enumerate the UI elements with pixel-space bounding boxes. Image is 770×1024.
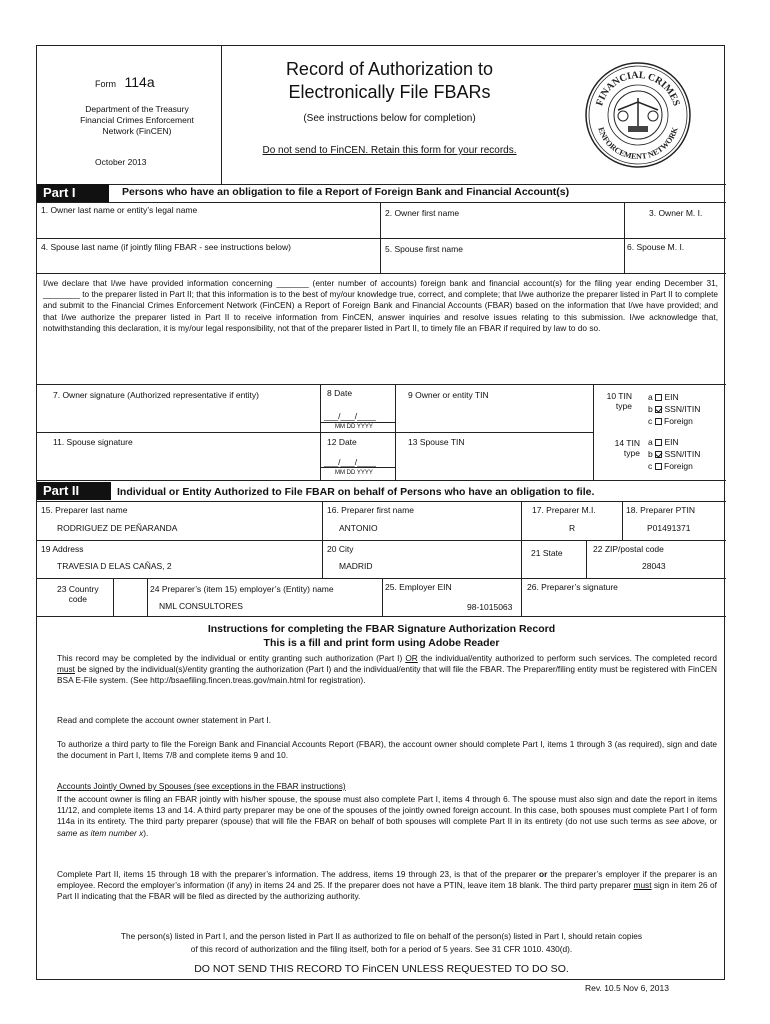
- part2-heading: Individual or Entity Authorized to File FBAR on behalf of Persons who have an obligation to file.: [117, 486, 595, 498]
- address-value[interactable]: TRAVESIA D ELAS CAÑAS, 2: [57, 561, 172, 571]
- do-not-send-notice: Do not send to FinCEN. Retain this form for your records.: [262, 145, 517, 156]
- country-label-line2: code: [68, 594, 88, 604]
- form-date: October 2013: [95, 157, 147, 167]
- instr-para6: [37, 930, 726, 956]
- instr-p1c: be signed by the individual(s)/entity granting the authorization (Part I) and the individual/entity that will file the FBAR. The Preparer/filing entity must be registered with FinCEN BSA E-File system. (See http://bsaefiling.fincen.treas.gov/main.html for registration).: [57, 664, 717, 686]
- employer-name-label: 24 Preparer’s (item 15) employer’s (Entity) name: [150, 584, 334, 594]
- form-label-text: Form: [95, 79, 116, 89]
- tin-10-label-text: 10 TIN: [606, 391, 632, 401]
- preparer-ptin-value[interactable]: P01491371: [647, 523, 691, 533]
- dept-line1: Department of the Treasury: [85, 104, 189, 114]
- checkbox-foreign[interactable]: [655, 463, 662, 470]
- owner-date-blank[interactable]: ___/___/____: [324, 411, 376, 421]
- zip-value[interactable]: 28043: [642, 561, 666, 571]
- svg-text:ENFORCEMENT NETWORK: ENFORCEMENT NETWORK: [596, 126, 680, 162]
- tin-14-type: type: [623, 448, 640, 458]
- title-line2: Electronically File FBARs: [288, 82, 491, 102]
- instr-p4c: ).: [143, 827, 149, 838]
- form-114a: [36, 45, 725, 980]
- checkbox-ssn[interactable]: [655, 451, 662, 458]
- owner-last-name-label: 1. Owner last name or entity’s legal name: [41, 205, 198, 215]
- spouse-date-label: 12 Date: [327, 437, 357, 447]
- tin10-foreign-option[interactable]: [648, 415, 700, 427]
- checkbox-ein[interactable]: [655, 439, 662, 446]
- tin-14-label-text: 14 TIN: [614, 438, 640, 448]
- instr-p1a: This record may be completed by the individual or entity granting such authorization (Part I): [57, 653, 403, 663]
- instructions-title: [37, 622, 726, 650]
- spouse-date-blank[interactable]: ___/___/____: [324, 457, 376, 467]
- instr-p5b: the preparer’s employer if the preparer is an employee. Record the employer’s information (if any) in items 24 and 25. If the preparer does not have a PTIN, leave item 18 blank. The third party preparer: [57, 869, 717, 891]
- checkbox-ssn[interactable]: [655, 406, 662, 413]
- instr-p6-line1: The person(s) listed in Part I, and the person listed in Part II as authorized to file on behalf of the person(s) listed in Part I, should retain copies: [120, 931, 643, 941]
- tin14-ssn-option[interactable]: [648, 448, 700, 460]
- instr-para4: [57, 794, 717, 839]
- declaration-text: I/we declare that I/we have provided information concerning _______ (enter number of accounts) foreign bank and financial account(s) for the filing year ending December 31, ________ to the preparer listed in Part II; that this information is to the best of my/our knowledge true, correct, and complete; that I/we authorize the preparer listed in Part II to complete and submit to the Financial Crimes Enforcement Network (FinCEN) a Report of Foreign Bank and Financial Accounts (FBAR) based on the information that I/we have provided; and that I/we authorize the preparer listed in Part II to receive information from FinCEN, answer inquiries and resolve issues relating to this submission. I/we acknowledge that, notwithstanding this declaration, it is my/our legal responsibility, not that of the preparer listed in Part II, to timely file an FBAR if required by law to do so.: [43, 278, 718, 333]
- instr-para2: Read and complete the account owner statement in Part I.: [57, 715, 271, 725]
- spouse-tin-label: 13 Spouse TIN: [408, 437, 465, 447]
- city-label: 20 City: [327, 544, 354, 554]
- spouse-last-name-label: 4. Spouse last name (if jointly filing FBAR - see instructions below): [41, 242, 291, 252]
- tin-10-options: [648, 391, 700, 427]
- instr-joint-heading: Accounts Jointly Owned by Spouses (see exceptions in the FBAR instructions): [57, 781, 346, 791]
- tin-10-label: [602, 391, 632, 411]
- owner-date-label: 8 Date: [327, 388, 353, 398]
- preparer-last-name-label: 15. Preparer last name: [41, 505, 128, 515]
- opt-c: c: [648, 416, 653, 426]
- form-subtitle: (See instructions below for completion): [303, 113, 476, 124]
- owner-first-name-label: 2. Owner first name: [385, 208, 460, 218]
- foreign-label: Foreign: [664, 461, 693, 471]
- part2-tag: Part II: [37, 482, 111, 500]
- dept-line3: Network (FinCEN): [102, 126, 172, 136]
- country-label: [57, 584, 99, 604]
- preparer-mi-label: 17. Preparer M.I.: [532, 505, 596, 515]
- instr-p1-must: must: [57, 664, 75, 675]
- address-label: 19 Address: [41, 544, 84, 554]
- fincen-seal-icon: [583, 60, 693, 170]
- instr-para5: [57, 869, 717, 903]
- title-line1: Record of Authorization to: [285, 59, 494, 79]
- preparer-first-name-value[interactable]: ANTONIO: [339, 523, 378, 533]
- instr-p5-must: must: [633, 880, 652, 891]
- instr-p4b: or: [709, 816, 718, 827]
- spouse-mi-label: 6. Spouse M. I.: [627, 242, 685, 252]
- part1-tag: Part I: [37, 184, 109, 202]
- instr-p5c: sign in item 26 of Part II indicating that the FBAR will be filed as directed by the authorizing authority.: [57, 880, 717, 902]
- ein-label: EIN: [664, 392, 679, 402]
- instr-p4-ital: see above,: [665, 816, 707, 827]
- preparer-last-name-value[interactable]: RODRIGUEZ DE PEÑARANDA: [57, 523, 178, 533]
- instr-p1b: the individual/entity authorized to perform such services. The completed record: [420, 653, 718, 663]
- instr-para1: [57, 653, 717, 687]
- final-notice: DO NOT SEND THIS RECORD TO FinCEN UNLESS REQUESTED TO DO SO.: [194, 963, 569, 975]
- form-number: 114a: [124, 74, 155, 90]
- owner-signature-label: 7. Owner signature (Authorized representative if entity): [53, 390, 259, 400]
- employer-ein-value[interactable]: 98-1015063: [467, 602, 513, 612]
- opt-a: a: [648, 437, 653, 447]
- zip-label: 22 ZIP/postal code: [593, 544, 664, 554]
- form-title: [227, 58, 552, 104]
- tin-14-options: [648, 436, 700, 472]
- country-label-line1: 23 Country: [57, 584, 99, 594]
- tin10-ssn-option[interactable]: [648, 403, 700, 415]
- instr-p1-or: OR: [405, 653, 418, 663]
- owner-date-format: MM DD YYYY: [335, 424, 373, 430]
- svg-text:FINANCIAL CRIMES: FINANCIAL CRIMES: [594, 69, 682, 108]
- preparer-signature-label: 26. Preparer’s signature: [527, 582, 618, 592]
- opt-a: a: [648, 392, 653, 402]
- instr-p5a: Complete Part II, items 15 through 18 with the preparer’s information. The address, items 19 through 23, is that of the preparer: [57, 869, 537, 879]
- owner-tin-label: 9 Owner or entity TIN: [408, 390, 489, 400]
- spouse-date-format: MM DD YYYY: [335, 470, 373, 476]
- instr-p5-or: or: [539, 869, 548, 879]
- employer-name-value[interactable]: NML CONSULTORES: [159, 601, 243, 611]
- department-block: [47, 104, 227, 137]
- state-label: 21 State: [531, 548, 563, 558]
- spouse-first-name-label: 5. Spouse first name: [385, 244, 463, 254]
- instr-p6-line2: of this record of authorization and the filing itself, both for a period of 5 years. See 31 CFR 1010. 430(d).: [190, 944, 573, 954]
- tin14-foreign-option[interactable]: [648, 460, 700, 472]
- ssn-label: SSN/ITIN: [664, 449, 701, 459]
- tin10-ein-option[interactable]: [648, 391, 700, 403]
- city-value[interactable]: MADRID: [339, 561, 373, 571]
- instr-para3: To authorize a third party to file the Foreign Bank and Financial Accounts Report (FBAR), the account owner should complete Part I, items 1 through 3 (as required), sign and date the document in Part I, Items 7/8 and complete items 9 and 10.: [57, 739, 717, 761]
- tin-10-type: type: [615, 401, 632, 411]
- preparer-mi-value[interactable]: R: [569, 523, 576, 533]
- instr-p4a: If the account owner is filing an FBAR jointly with his/her spouse, the spouse must also complete Part I, items 4 through 6. The spouse must also sign and date the report in items 11/12, and complete items 13 and 14. A third party preparer may be one of the spouses of the jointly owned foreign account. In this case, both spouses must complete Part I of form 114a in its entirety. The third party preparer (spouse) that will file the FBAR on behalf of both spouses will complete Part II in its entirety (do not use such terms as: [57, 794, 717, 827]
- form-label: [95, 74, 155, 90]
- opt-c: c: [648, 461, 653, 471]
- employer-ein-label: 25. Employer EIN: [385, 582, 452, 592]
- checkbox-foreign[interactable]: [655, 418, 662, 425]
- part1-heading: Persons who have an obligation to file a Report of Foreign Bank and Financial Account(s): [122, 186, 570, 198]
- checkbox-ein[interactable]: [655, 394, 662, 401]
- ein-label: EIN: [664, 437, 679, 447]
- opt-b: b: [648, 404, 653, 414]
- opt-b: b: [648, 449, 653, 459]
- ssn-label: SSN/ITIN: [664, 404, 701, 414]
- preparer-first-name-label: 16. Preparer first name: [327, 505, 414, 515]
- instructions-title1: Instructions for completing the FBAR Signature Authorization Record: [207, 623, 556, 635]
- foreign-label: Foreign: [664, 416, 693, 426]
- instr-p4-ital2: same as item number x: [57, 827, 144, 838]
- tin14-ein-option[interactable]: [648, 436, 700, 448]
- owner-mi-label: 3. Owner M. I.: [649, 208, 703, 218]
- instructions-title2: This is a fill and print form using Adobe Reader: [263, 637, 500, 649]
- preparer-ptin-label: 18. Preparer PTIN: [626, 505, 695, 515]
- revision-label: Rev. 10.5 Nov 6, 2013: [585, 983, 669, 993]
- tin-14-label: [602, 438, 640, 458]
- spouse-signature-label: 11. Spouse signature: [53, 437, 133, 447]
- dept-line2: Financial Crimes Enforcement: [80, 115, 194, 125]
